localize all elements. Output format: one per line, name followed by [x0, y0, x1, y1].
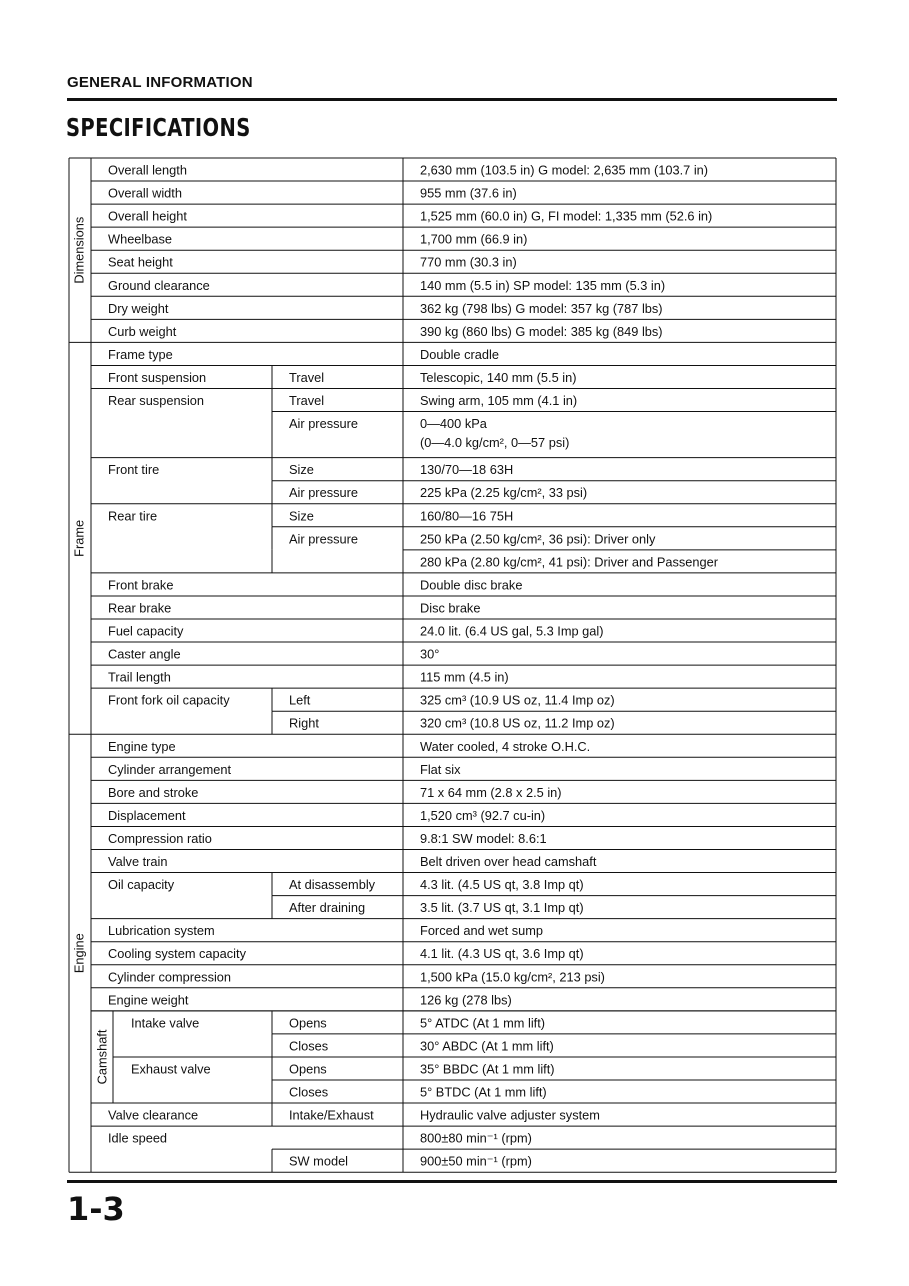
- spec-subitem-label: Travel: [289, 393, 325, 408]
- spec-subitem-label: Closes: [289, 1038, 329, 1054]
- spec-value: 2,630 mm (103.5 in) G model: 2,635 mm (103.7 in): [420, 162, 709, 178]
- spec-value: 3.5 lit. (3.7 US qt, 3.1 Imp qt): [420, 900, 584, 916]
- spec-item-label: Cooling system capacity: [108, 946, 246, 962]
- spec-item-label: Wheelbase: [108, 231, 173, 247]
- spec-value: 250 kPa (2.50 kg/cm², 36 psi): Driver only: [420, 531, 656, 547]
- spec-value: 1,700 mm (66.9 in): [420, 231, 528, 247]
- spec-value: 800±80 min⁻¹ (rpm): [420, 1130, 532, 1146]
- spec-subitem-label: At disassembly: [289, 877, 376, 893]
- spec-item-label: Cylinder arrangement: [108, 761, 232, 777]
- spec-item-label: Idle speed: [108, 1130, 168, 1146]
- spec-value: 4.1 lit. (4.3 US qt, 3.6 Imp qt): [420, 946, 584, 962]
- spec-value: 320 cm³ (10.8 US oz, 11.2 Imp oz): [420, 715, 615, 731]
- spec-item-label: Valve train: [108, 854, 168, 869]
- spec-item-label: Engine type: [108, 738, 176, 754]
- spec-value: Hydraulic valve adjuster system: [420, 1107, 600, 1123]
- spec-item-label: Caster angle: [108, 646, 181, 662]
- section-label-engine: Engine: [71, 933, 87, 974]
- spec-item-label: Overall width: [108, 185, 182, 201]
- spec-value: Telescopic, 140 mm (5.5 in): [420, 369, 577, 385]
- bottom-rule: [67, 1180, 837, 1183]
- spec-value: 126 kg (278 lbs): [420, 992, 512, 1008]
- spec-item-label: Dry weight: [108, 300, 169, 316]
- spec-value: 1,520 cm³ (92.7 cu-in): [420, 807, 546, 823]
- spec-item-label: Compression ratio: [108, 830, 212, 846]
- spec-item-label: Frame type: [108, 346, 173, 362]
- spec-item-label: Engine weight: [108, 992, 189, 1008]
- spec-item-label: Bore and stroke: [108, 784, 199, 800]
- spec-item-label: Front brake: [108, 577, 174, 593]
- spec-item-label: Seat height: [108, 254, 173, 270]
- spec-value: 280 kPa (2.80 kg/cm², 41 psi): Driver and Passenger: [420, 554, 719, 570]
- spec-subitem-label: Right: [289, 715, 319, 731]
- spec-value: 24.0 lit. (6.4 US gal, 5.3 Imp gal): [420, 623, 604, 639]
- spec-value: 5° ATDC (At 1 mm lift): [420, 1015, 546, 1031]
- spec-value-line2: (0—4.0 kg/cm², 0—57 psi): [420, 435, 570, 451]
- section-label-camshaft: Camshaft: [94, 1029, 110, 1085]
- spec-subitem-label: Closes: [289, 1084, 329, 1100]
- spec-value: 325 cm³ (10.9 US oz, 11.4 Imp oz): [420, 692, 615, 708]
- spec-value: 115 mm (4.5 in): [420, 669, 509, 685]
- spec-item-label: Front suspension: [108, 369, 207, 385]
- spec-item-label: Front tire: [108, 462, 160, 478]
- spec-value: 770 mm (30.3 in): [420, 254, 517, 270]
- spec-value: Disc brake: [420, 600, 481, 616]
- spec-subitem-label: Intake/Exhaust: [289, 1107, 374, 1123]
- page-title: SPECIFICATIONS: [66, 113, 251, 142]
- spec-subitem-label: Air pressure: [289, 485, 358, 501]
- spec-value: 30°: [420, 646, 440, 662]
- spec-item-label: Rear brake: [108, 600, 172, 616]
- spec-item-label: Curb weight: [108, 323, 177, 339]
- spec-item-label: Rear suspension: [108, 393, 205, 408]
- spec-value: 71 x 64 mm (2.8 x 2.5 in): [420, 784, 562, 800]
- spec-value: 140 mm (5.5 in) SP model: 135 mm (5.3 in): [420, 277, 666, 293]
- spec-value: 5° BTDC (At 1 mm lift): [420, 1084, 547, 1100]
- spec-subitem-label: SW model: [289, 1153, 349, 1169]
- spec-value: 35° BBDC (At 1 mm lift): [420, 1061, 555, 1077]
- spec-value: 4.3 lit. (4.5 US qt, 3.8 Imp qt): [420, 877, 584, 893]
- section-label-dimensions: Dimensions: [71, 216, 87, 284]
- spec-item-label: Oil capacity: [108, 877, 175, 893]
- spec-value: Belt driven over head camshaft: [420, 854, 597, 869]
- spec-value: 225 kPa (2.25 kg/cm², 33 psi): [420, 485, 588, 501]
- spec-value: 362 kg (798 lbs) G model: 357 kg (787 lbs): [420, 300, 663, 316]
- spec-subitem-label: Left: [289, 692, 311, 708]
- spec-item-label: Overall length: [108, 162, 187, 178]
- spec-subitem-label: Opens: [289, 1061, 327, 1077]
- section-header: GENERAL INFORMATION: [67, 74, 253, 91]
- spec-value: 1,525 mm (60.0 in) G, FI model: 1,335 mm (52.6 in): [420, 208, 713, 224]
- spec-value: 955 mm (37.6 in): [420, 185, 517, 201]
- spec-item-label: Valve clearance: [108, 1107, 199, 1123]
- spec-item-label: Fuel capacity: [108, 623, 184, 639]
- spec-subitem-label: Air pressure: [289, 416, 358, 432]
- section-label-frame: Frame: [71, 519, 87, 557]
- spec-value: Flat six: [420, 761, 461, 777]
- spec-value: Swing arm, 105 mm (4.1 in): [420, 393, 578, 408]
- spec-subitem-label: Size: [289, 462, 314, 478]
- spec-item-label: Cylinder compression: [108, 969, 232, 985]
- spec-item-label: Rear tire: [108, 508, 158, 524]
- spec-item-label: Lubrication system: [108, 923, 215, 939]
- spec-subitem-label: Opens: [289, 1015, 327, 1031]
- spec-item-label: Exhaust valve: [131, 1061, 211, 1077]
- spec-item-label: Displacement: [108, 807, 186, 823]
- spec-item-label: Trail length: [108, 669, 171, 685]
- spec-value: 1,500 kPa (15.0 kg/cm², 213 psi): [420, 969, 605, 985]
- spec-item-label: Overall height: [108, 208, 187, 224]
- spec-value: 30° ABDC (At 1 mm lift): [420, 1038, 554, 1054]
- spec-subitem-label: Travel: [289, 369, 325, 385]
- spec-value: 9.8:1 SW model: 8.6:1: [420, 830, 547, 846]
- spec-subitem-label: Size: [289, 508, 314, 524]
- spec-value: 130/70—18 63H: [420, 462, 514, 478]
- spec-subitem-label: After draining: [289, 900, 366, 916]
- spec-value: 390 kg (860 lbs) G model: 385 kg (849 lbs): [420, 323, 663, 339]
- spec-item-label: Front fork oil capacity: [108, 692, 230, 708]
- spec-value: 0—400 kPa: [420, 416, 487, 432]
- page-number: 1-3: [67, 1190, 125, 1228]
- spec-value: Forced and wet sump: [420, 923, 544, 939]
- spec-value: Water cooled, 4 stroke O.H.C.: [420, 738, 591, 754]
- spec-subitem-label: Air pressure: [289, 531, 358, 547]
- spec-value: Double cradle: [420, 346, 499, 362]
- spec-value: 900±50 min⁻¹ (rpm): [420, 1153, 532, 1169]
- spec-item-label: Intake valve: [131, 1015, 200, 1031]
- spec-item-label: Ground clearance: [108, 277, 210, 293]
- spec-value: 160/80—16 75H: [420, 508, 514, 524]
- spec-value: Double disc brake: [420, 577, 523, 593]
